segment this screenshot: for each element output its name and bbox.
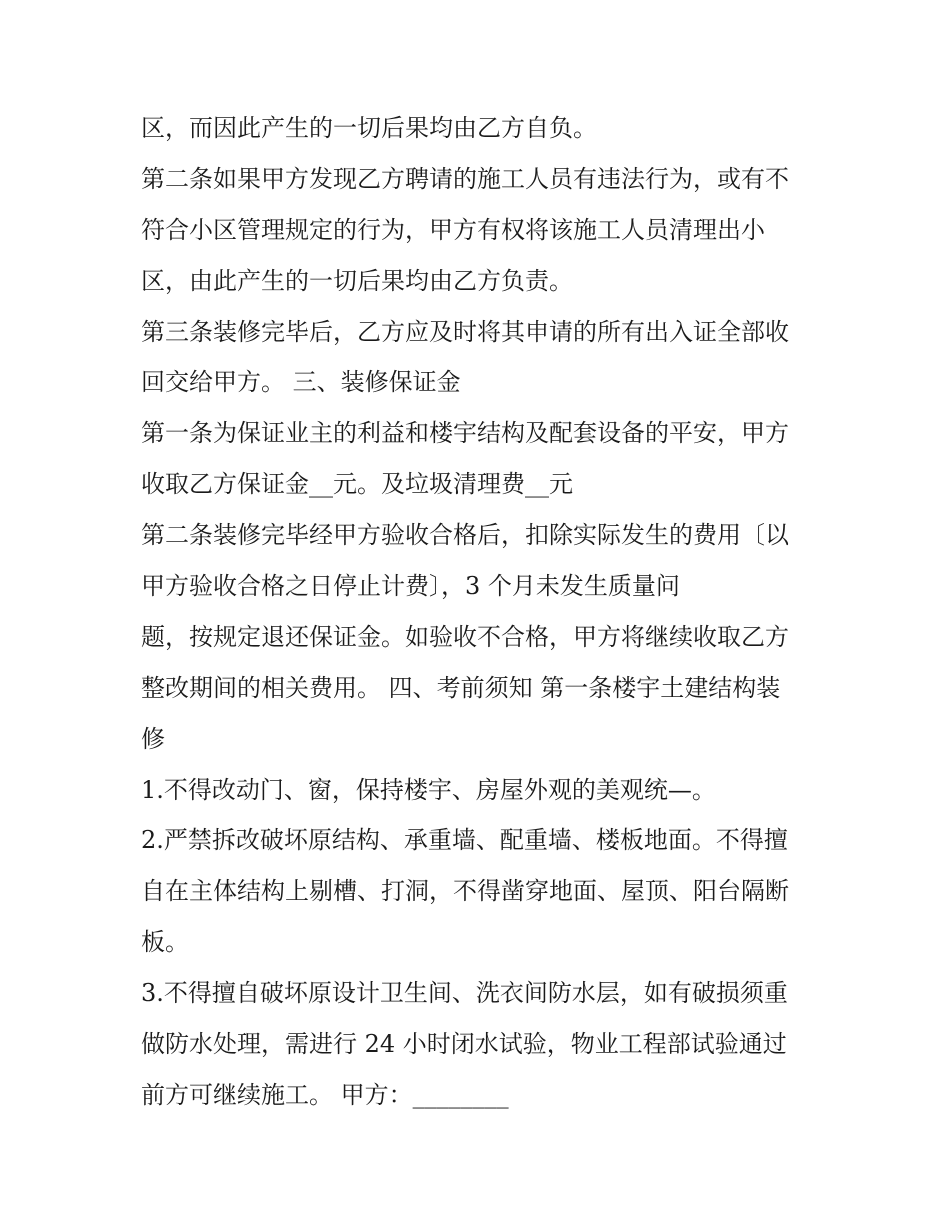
text-line: 第二条如果甲方发现乙方聘请的施工人员有违法行为，或有不: [141, 164, 789, 193]
text-line: 甲方验收合格之日停止计费〕，3 个月未发生质量问: [141, 572, 680, 601]
text-line: 区，而因此产生的一切后果均由乙方自负。: [141, 114, 597, 142]
text-line: 1.不得改动门、窗，保持楼宇、房屋外观的美观统—。: [141, 775, 716, 804]
text-line: 题，按规定退还保证金。如验收不合格，甲方将继续收取乙方: [141, 622, 789, 651]
text-line: 区，由此产生的一切后果均由乙方负责。: [141, 266, 573, 295]
text-line: 做防水处理，需进行 24 小时闭水试验，物业工程部试验通过: [141, 1030, 787, 1059]
text-line: 符合小区管理规定的行为，甲方有权将该施工人员清理出小: [141, 215, 765, 244]
text-line: 收取乙方保证金__元。及垃圾清理费__元: [141, 470, 573, 499]
text-line: 第二条装修完毕经甲方验收合格后，扣除实际发生的费用〔以: [141, 521, 789, 550]
text-line: 自在主体结构上剔槽、打洞，不得凿穿地面、屋顶、阳台隔断: [141, 877, 789, 906]
text-line: 3.不得擅自破坏原设计卫生间、洗衣间防水层，如有破损须重: [141, 979, 788, 1008]
text-line: 第一条为保证业主的利益和楼宇结构及配套设备的平安，甲方: [141, 419, 789, 448]
text-line: 整改期间的相关费用。 四、考前须知 第一条楼宇土建结构装: [141, 673, 781, 702]
text-line: 前方可继续施工。 甲方：________: [141, 1080, 509, 1109]
text-line: 2.严禁拆改破坏原结构、承重墙、配重墙、楼板地面。不得擅: [141, 826, 788, 855]
text-line: 修: [141, 724, 165, 753]
text-line: 回交给甲方。 三、装修保证金: [141, 368, 461, 397]
text-line: 板。: [141, 928, 189, 957]
contract-text-body: [141, 103, 821, 1121]
text-line: 第三条装修完毕后，乙方应及时将其申请的所有出入证全部收: [141, 317, 789, 346]
